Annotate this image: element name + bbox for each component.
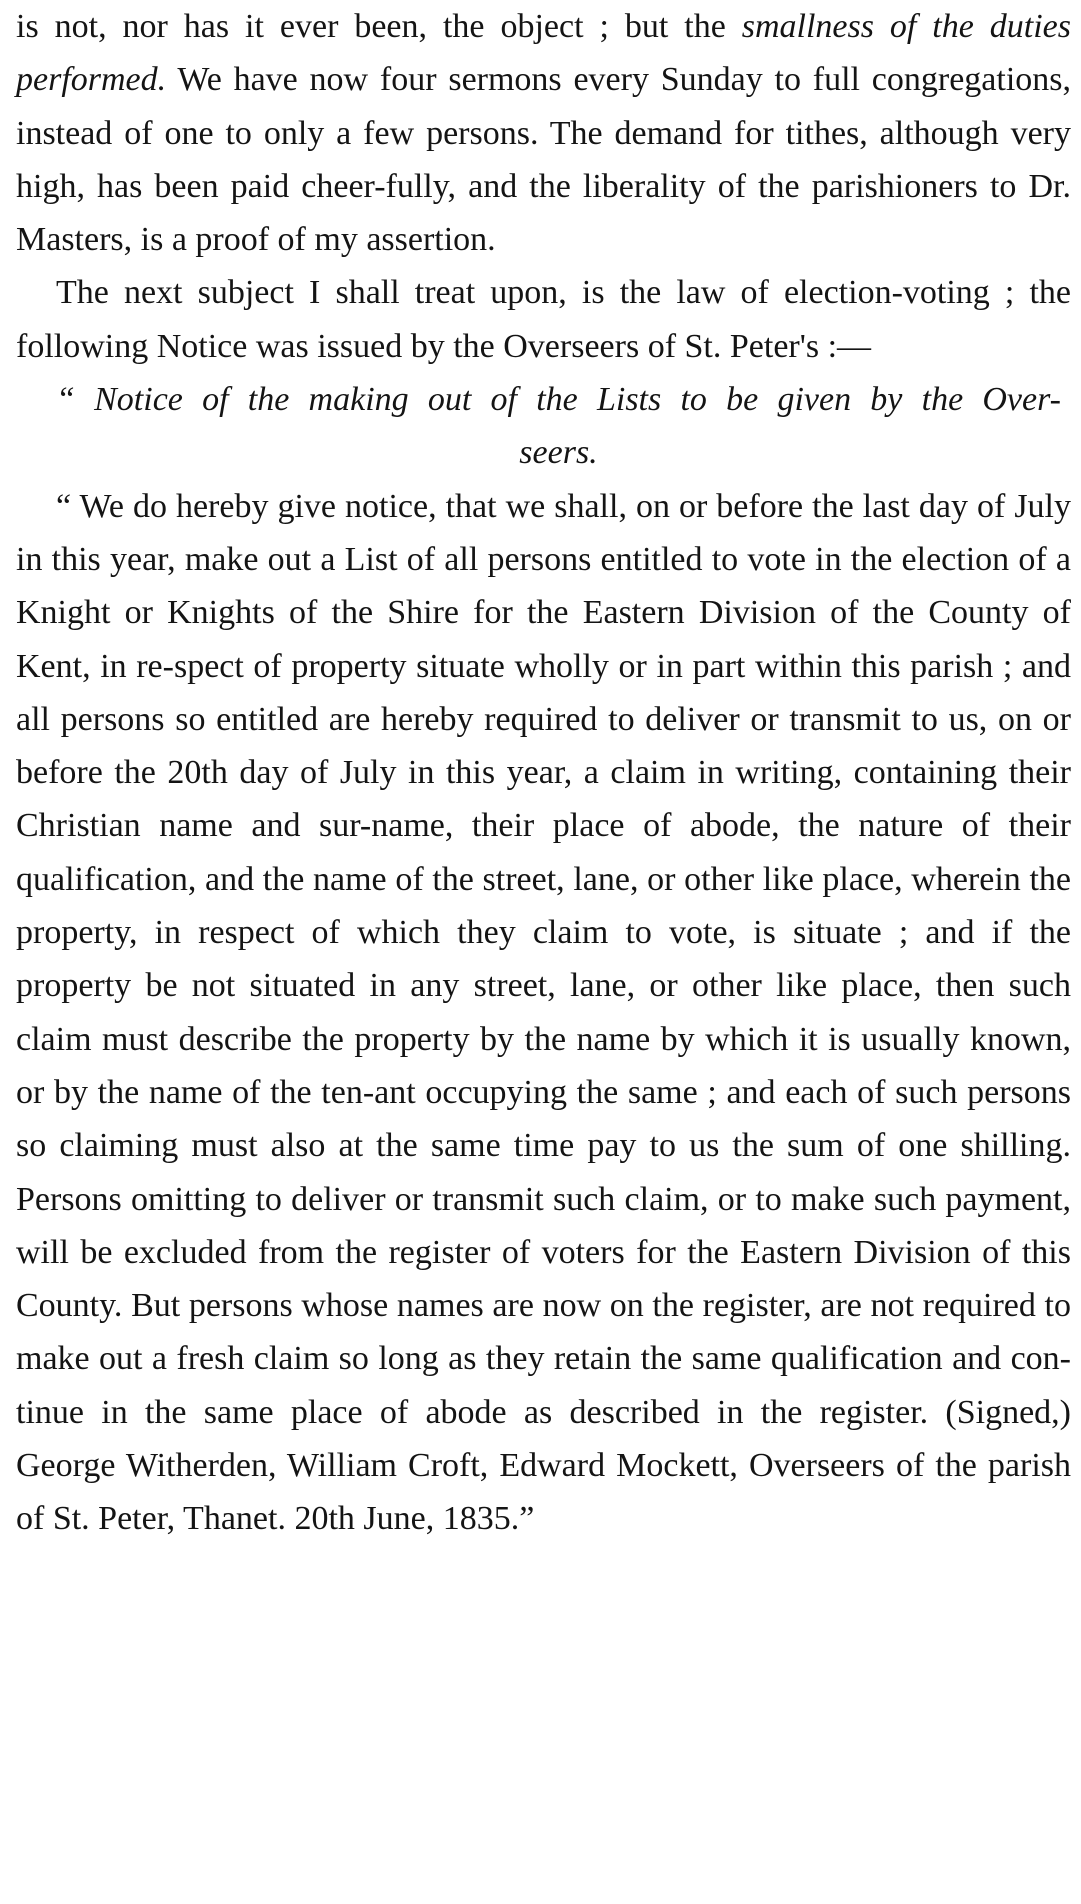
paragraph-tithes-italic: smallness of the duties performed. [16, 8, 1071, 99]
paragraph-tithes [16, 0, 1071, 266]
paragraph-tithes-text-a: is not, nor has it ever been, the object ; but the [16, 8, 742, 45]
paragraph-election-voting: The next subject I shall treat upon, is the law of election-voting ; the following Notice was issued by the Overseers of St. Peter's :— [16, 274, 1071, 365]
notice-title-line-2: seers. [519, 434, 598, 472]
notice-title-line-1: “ Notice of the making out of the Lists to be given by the Over- [56, 381, 1061, 419]
paragraph-tithes-text-b: We have now four sermons every Sunday to full congregations, instead of one to only a few persons. The demand for tithes, although very high, has been paid cheer-fully, and the liberality of the parishioners to Dr. Masters, is a proof of my assertion. [16, 61, 1071, 259]
notice-title [16, 373, 1071, 480]
notice-body: “ We do hereby give notice, that we shall, on or before the last day of July in this year, make out a List of all persons entitled to vote in the election of a Knight or Knights of the Shire for the Eastern Division of the County of Kent, in re-spect of property situate wholly or in part within this parish ; and all persons so entitled are hereby required to deliver or transmit to us, on or before the 20th day of July in this year, a claim in writing, containing their Christian name and sur-name, their place of abode, the nature of their qualification, and the name of the street, lane, or other like place, wherein the property, in respect of which they claim to vote, is situate ; and if the property be not situated in any street, lane, or other like place, then such claim must describe the property by the name by which it is usually known, or by the name of the ten-ant occupying the same ; and each of such persons so claiming must also at the same time pay to us the sum of one shilling. Persons omitting to deliver or transmit such claim, or to make such payment, will be excluded from the register of voters for the Eastern Division of this County. But persons whose names are now on the register, are not required to make out a fresh claim so long as they retain the same qualification and con-tinue in the same place of abode as described in the register. (Signed,) George Witherden, William Croft, Edward Mockett, Overseers of the parish of St. Peter, Thanet. 20th June, 1835.” [16, 487, 1071, 1538]
